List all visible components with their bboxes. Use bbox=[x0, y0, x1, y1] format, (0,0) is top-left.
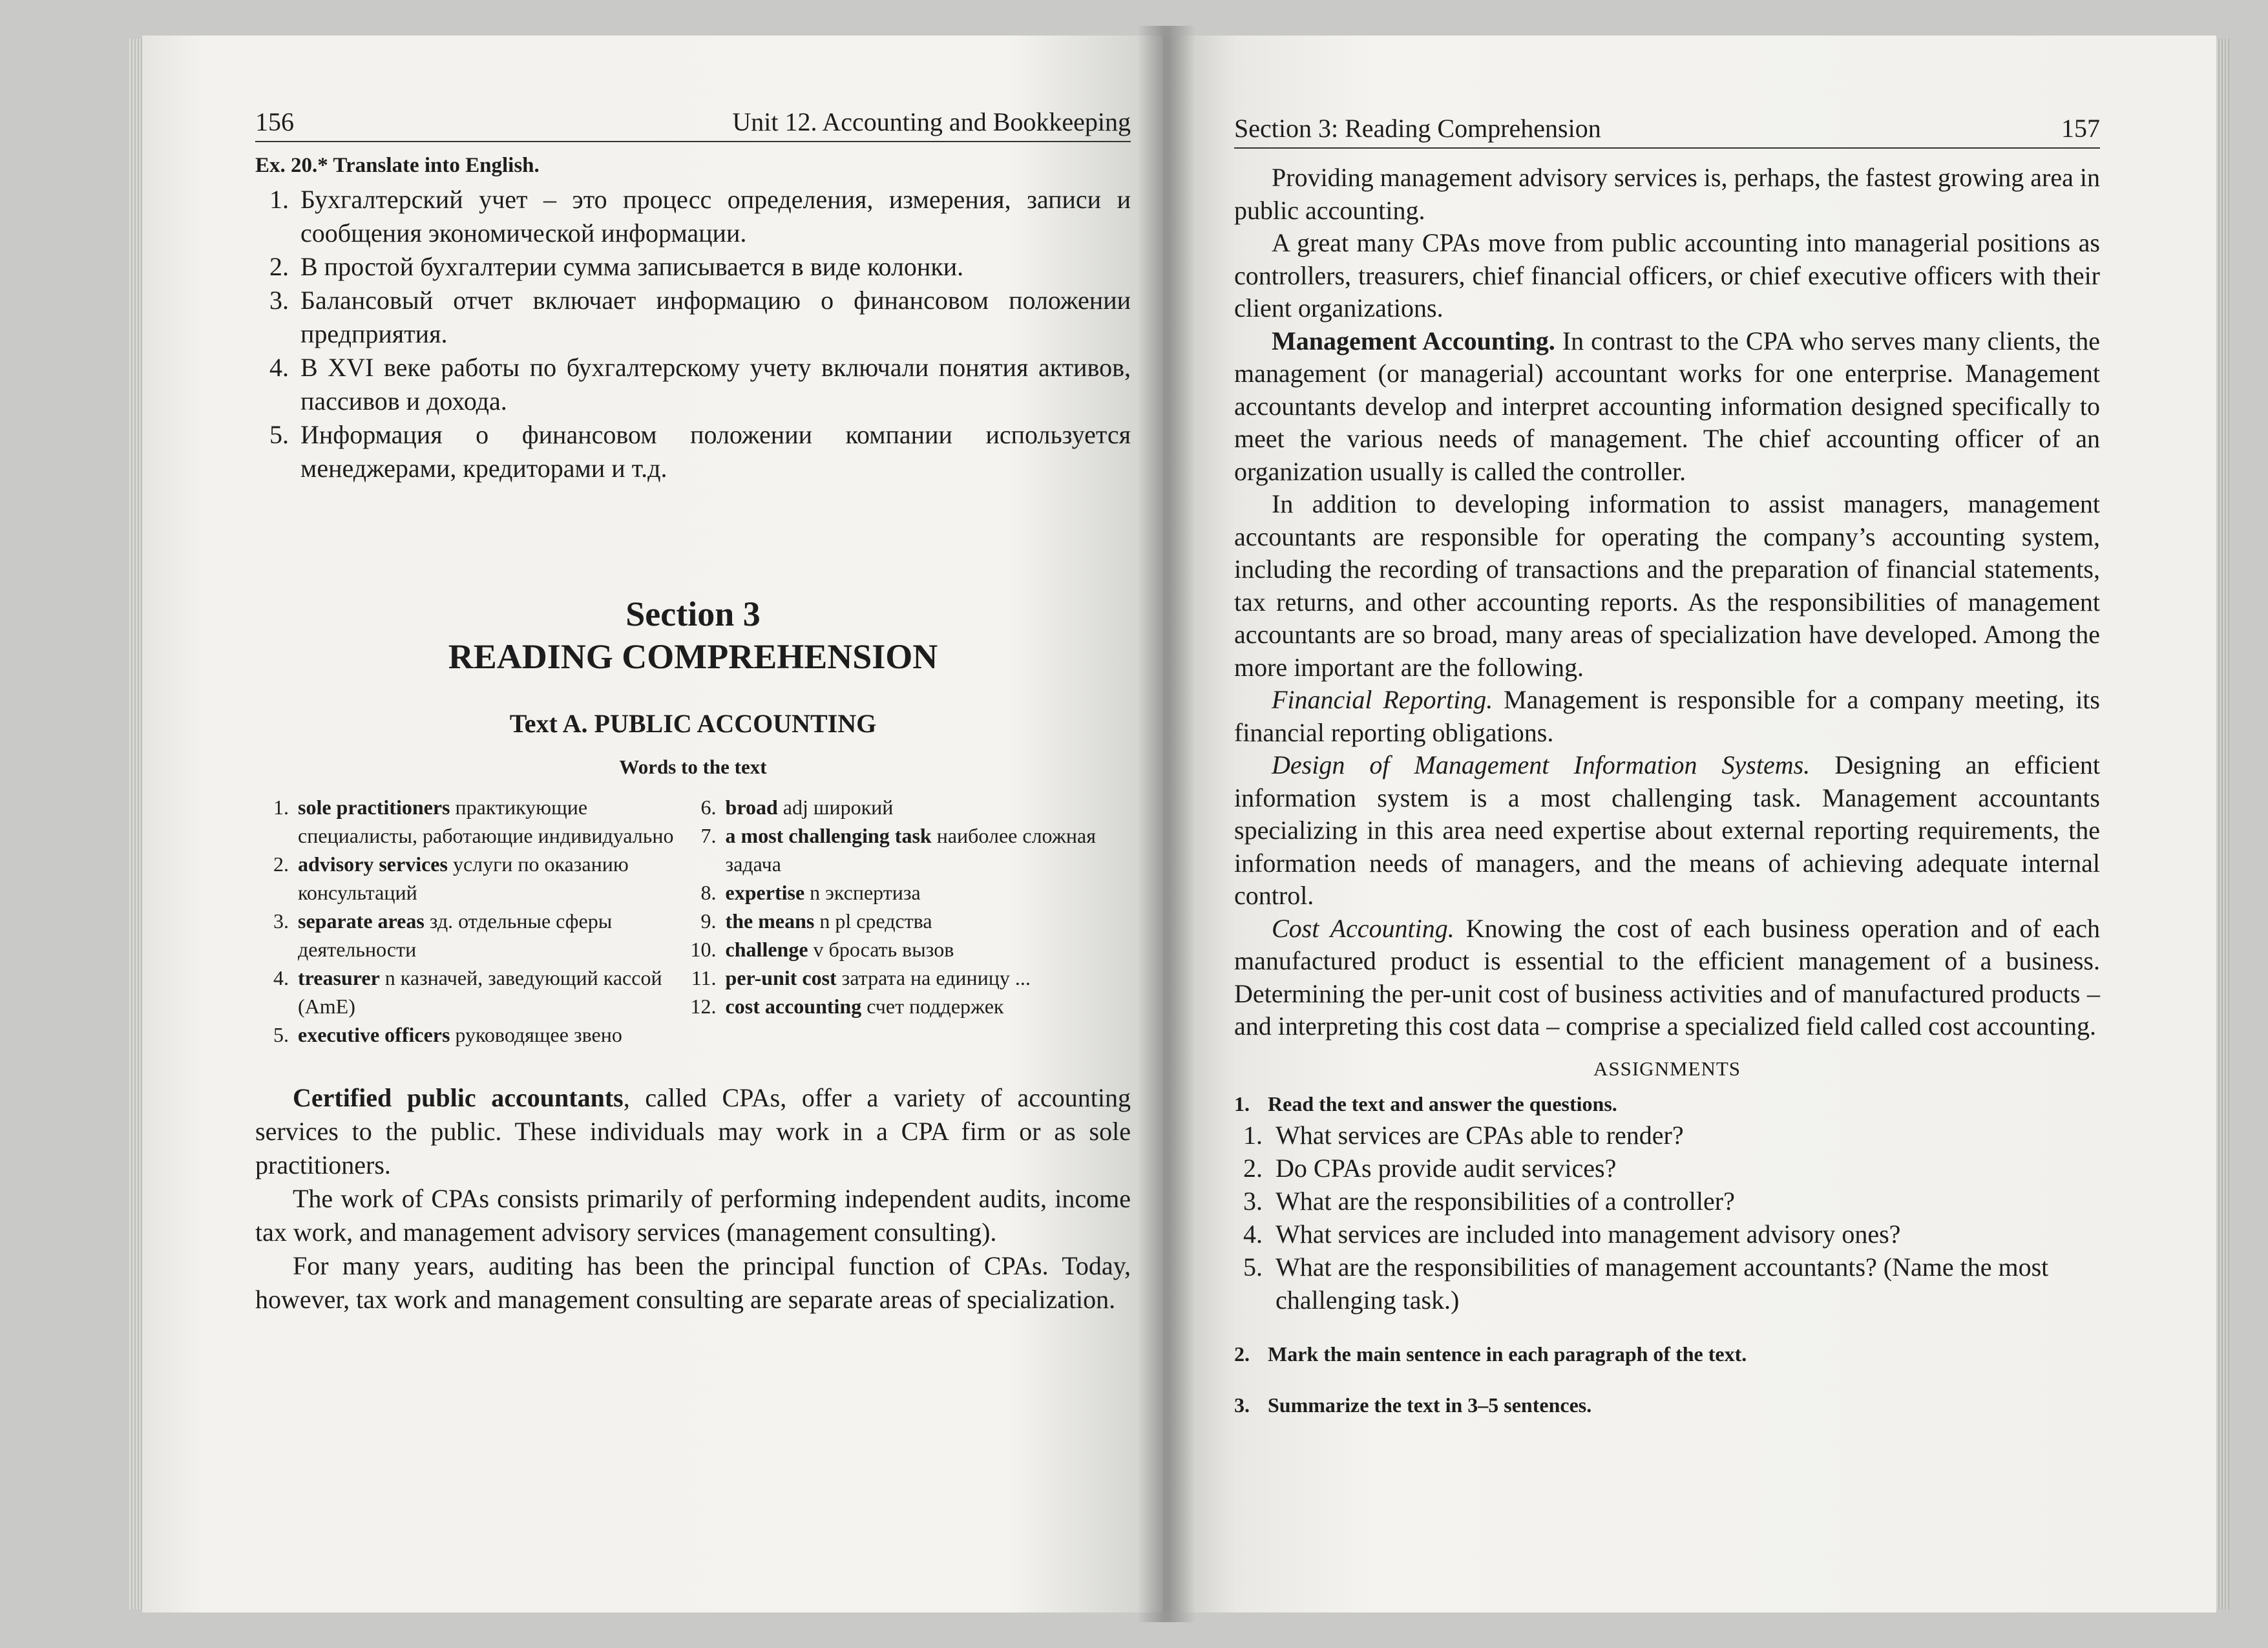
left-page-content bbox=[255, 107, 1131, 1316]
exercise-item: 4. В XVI веке работы по бухгалтерскому учету включали понятия активов, пассивов и дохода. bbox=[295, 351, 1131, 418]
right-page-content bbox=[1234, 113, 2100, 1417]
paragraph: A great many CPAs move from public accounting into managerial positions as controllers, treasurers, chief financial officers, or chief executive officers with their client organizations. bbox=[1234, 228, 2100, 322]
task-2: 2. Mark the main sentence in each paragraph of the text. bbox=[1234, 1342, 1747, 1366]
section-title: Section 3 bbox=[625, 595, 761, 633]
exercise-title: Ex. 20.* Translate into English. bbox=[255, 154, 540, 177]
vocab-item: 9. the means n pl средства bbox=[722, 907, 1131, 935]
left-page bbox=[142, 36, 1163, 1612]
vocab-item: 10. challenge v бросать вызов bbox=[722, 935, 1131, 964]
vocab-column-2 bbox=[683, 793, 1131, 1049]
paragraph: The work of CPAs consists primarily of performing independent audits, income tax work, and management advisory services (management consulting). bbox=[255, 1184, 1131, 1247]
vocab-item: 11. per-unit cost затрата на единицу ... bbox=[722, 964, 1131, 992]
vocab-item: 2. advisory services услуги по оказанию консультаций bbox=[294, 850, 683, 907]
running-head-title-left: Unit 12. Accounting and Bookkeeping bbox=[732, 107, 1131, 136]
vocab-column-1 bbox=[255, 793, 683, 1049]
running-head-right bbox=[1234, 113, 2100, 149]
paragraph: For many years, auditing has been the principal function of CPAs. Today, however, tax work and management consulting are separate areas of specialization. bbox=[255, 1251, 1131, 1314]
vocab-item: 7. a most challenging task наиболее сложная задача bbox=[722, 821, 1131, 878]
question-item: 4. What services are included into management advisory ones? bbox=[1269, 1218, 2100, 1251]
running-head-title-right: Section 3: Reading Comprehension bbox=[1234, 114, 1601, 143]
paragraph: In addition to developing information to assist managers, management accountants are responsible for operating the company’s accounting system, including the recording of transactions and the preparation of financial statements, tax returns, and other accounting reports. As the responsibilities of management accountants are so broad, many areas of specialization have developed. Among the more important are the following. bbox=[1234, 489, 2100, 682]
vocab-item: 5. executive officers руководящее звено bbox=[294, 1020, 683, 1049]
text-title: Text A. PUBLIC ACCOUNTING bbox=[509, 709, 877, 738]
paragraph: Management Accounting. In contrast to the CPA who serves many clients, the management (or managerial) accountant works for one enterprise. Management accountants develop and interpret accounting information designed specifically to meet the various needs of management. The chief accounting officer of an organization usually is called the controller. bbox=[1234, 326, 2100, 486]
section-subtitle: READING COMPREHENSION bbox=[448, 637, 938, 676]
question-list bbox=[1234, 1119, 2100, 1316]
question-item: 2. Do CPAs provide audit services? bbox=[1269, 1152, 2100, 1185]
exercise-item: 2. В простой бухгалтерии сумма записывается в виде колонки. bbox=[295, 250, 1131, 284]
vocab-item: 4. treasurer n казначей, заведующий кассой (AmE) bbox=[294, 964, 683, 1020]
exercise-list bbox=[255, 183, 1131, 485]
vocab-item: 6. broad adj широкий bbox=[722, 793, 1131, 821]
question-item: 1. What services are CPAs able to render? bbox=[1269, 1119, 2100, 1152]
question-item: 5. What are the responsibilities of management accountants? (Name the most challenging task.) bbox=[1269, 1251, 2100, 1316]
vocabulary-list bbox=[255, 793, 1131, 1049]
vocab-item: 8. expertise n экспертиза bbox=[722, 878, 1131, 907]
running-head-left bbox=[255, 107, 1131, 142]
page-number-left: 156 bbox=[255, 107, 294, 136]
book-gutter bbox=[1137, 26, 1195, 1622]
paragraph: Certified public accountants, called CPAs, offer a variety of accounting services to the public. These individuals may work in a CPA firm or as sole practitioners. bbox=[255, 1083, 1131, 1179]
vocab-item: 1. sole practitioners практикующие специалисты, работающие индивидуально bbox=[294, 793, 683, 850]
task-1: 1. Read the text and answer the questions. bbox=[1234, 1092, 1617, 1115]
task-3: 3. Summarize the text in 3–5 sentences. bbox=[1234, 1393, 1592, 1417]
paragraph: Cost Accounting. Knowing the cost of each business operation and of each manufactured product is essential to the efficient management of a business. Determining the per-unit cost of business activities and of manufactured products – and interpreting this cost data – comprise a specialized field called cost accounting. bbox=[1234, 913, 2100, 1041]
page-number-right: 157 bbox=[2061, 114, 2100, 143]
exercise-item: 1. Бухгалтерский учет – это процесс определения, измерения, записи и сообщения экономической информации. bbox=[295, 183, 1131, 250]
assignments-title: ASSIGNMENTS bbox=[1593, 1057, 1741, 1080]
right-page bbox=[1163, 36, 2216, 1612]
exercise-item: 5. Информация о финансовом положении компании используется менеджерами, кредиторами и т.д. bbox=[295, 418, 1131, 485]
question-item: 3. What are the responsibilities of a controller? bbox=[1269, 1185, 2100, 1218]
exercise-item: 3. Балансовый отчет включает информацию о финансовом положении предприятия. bbox=[295, 284, 1131, 351]
paragraph: Financial Reporting. Management is responsible for a company meeting, its financial reporting obligations. bbox=[1234, 685, 2100, 747]
words-to-text-title: Words to the text bbox=[619, 755, 767, 778]
paragraph: Design of Management Information Systems. Designing an efficient information system is a most challenging task. Management accountants specializing in this area need expertise about external reporting requirements, the information needs of managers, and the means of achieving adequate internal control. bbox=[1234, 750, 2100, 910]
paragraph: Providing management advisory services is, perhaps, the fastest growing area in public accounting. bbox=[1234, 163, 2100, 225]
vocab-item: 3. separate areas зд. отдельные сферы деятельности bbox=[294, 907, 683, 964]
vocab-item: 12. cost accounting счет поддержек bbox=[722, 992, 1131, 1020]
